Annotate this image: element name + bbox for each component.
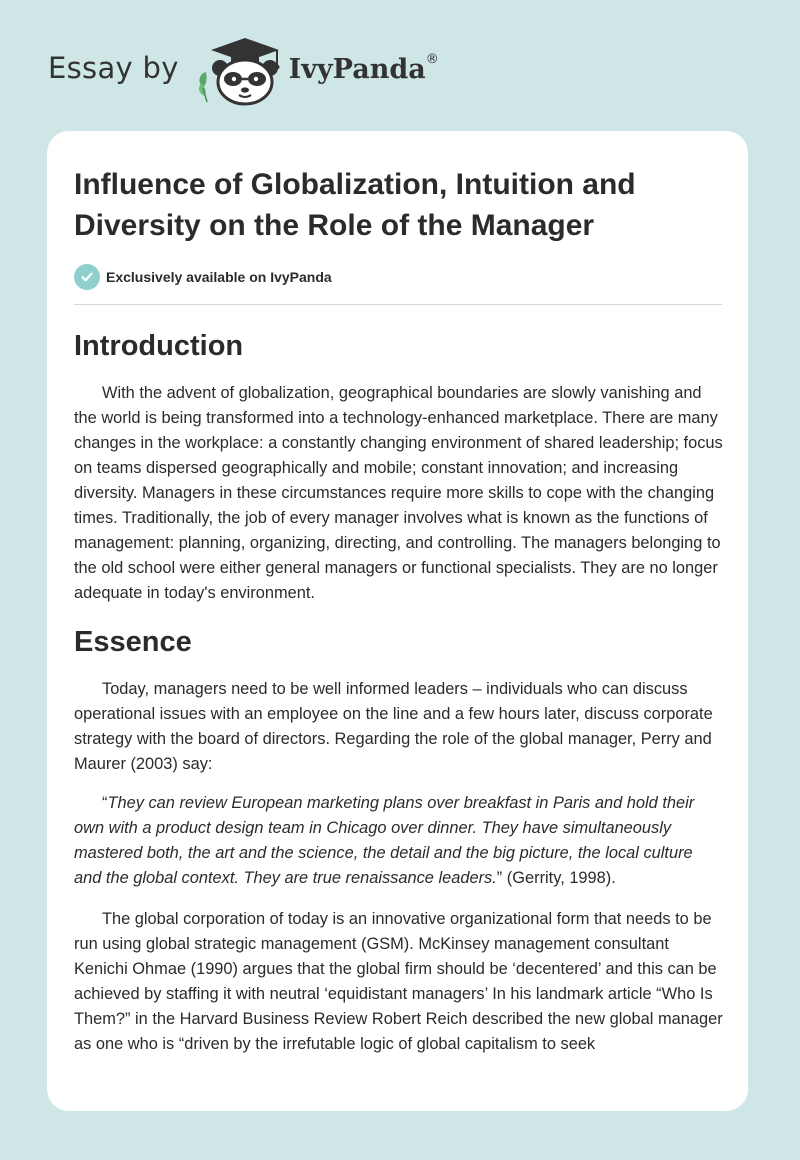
essay-card	[47, 131, 748, 1111]
badge-text: Exclusively available on IvyPanda	[106, 269, 332, 285]
paragraph: With the advent of globalization, geographical boundaries are slowly vanishing and the world is being transformed into a technology-enhanced marketplace. There are many changes in the workplace: a constantly changing environment of shared leadership; focus on teams dispersed geographically and mobile; constant innovation; and increasing diversity. Managers in these circumstances require more skills to cope with the changing times. Traditionally, the job of every manager involves what is known as the functions of management: planning, organizing, directing, and controlling. The managers belonging to the old school were either general managers or functional specialists. They are no longer adequate in today's environment.	[74, 384, 723, 602]
essay-title: Influence of Globalization, Intuition and Diversity on the Role of the Manager	[74, 168, 636, 242]
quote-open: “	[102, 794, 108, 812]
brand-prefix: Essay by	[48, 51, 179, 85]
brand-header	[48, 36, 439, 106]
check-circle-icon	[74, 264, 100, 290]
brand-name: IvyPanda®	[288, 51, 439, 85]
quote-paragraph	[74, 791, 723, 891]
exclusive-badge	[74, 264, 722, 290]
panda-graduate-icon	[193, 36, 285, 106]
paragraph: The global corporation of today is an innovative organizational form that needs to be run using global strategic management (GSM). McKinsey management consultant Kenichi Ohmae (1990) argues that the global firm should be ‘decentered’ and this can be achieved by staffing it with neutral ‘equidistant managers’ In his landmark article “Who Is Them?” in the Harvard Business Review Robert Reich described the new global manager as one who is “driven by the irrefutable logic of global capitalism to seek	[74, 910, 723, 1053]
paragraph: Today, managers need to be well informed leaders – individuals who can discuss operational issues with an employee on the line and a few hours later, discuss corporate strategy with the board of directors. Regarding the role of the global manager, Perry and Maurer (2003) say:	[74, 680, 713, 773]
section-heading-introduction: Introduction	[74, 330, 244, 362]
quote-citation: ” (Gerrity, 1998).	[496, 869, 616, 887]
section-heading-essence: Essence	[74, 626, 192, 658]
quote-text: They can review European marketing plans over breakfast in Paris and hold their own with a product design team in Chicago over dinner. They have simultaneously mastered both, the art and the science, the detail and the big picture, the local culture and the global context. They are true renaissance leaders.	[74, 794, 695, 887]
divider	[74, 304, 722, 305]
